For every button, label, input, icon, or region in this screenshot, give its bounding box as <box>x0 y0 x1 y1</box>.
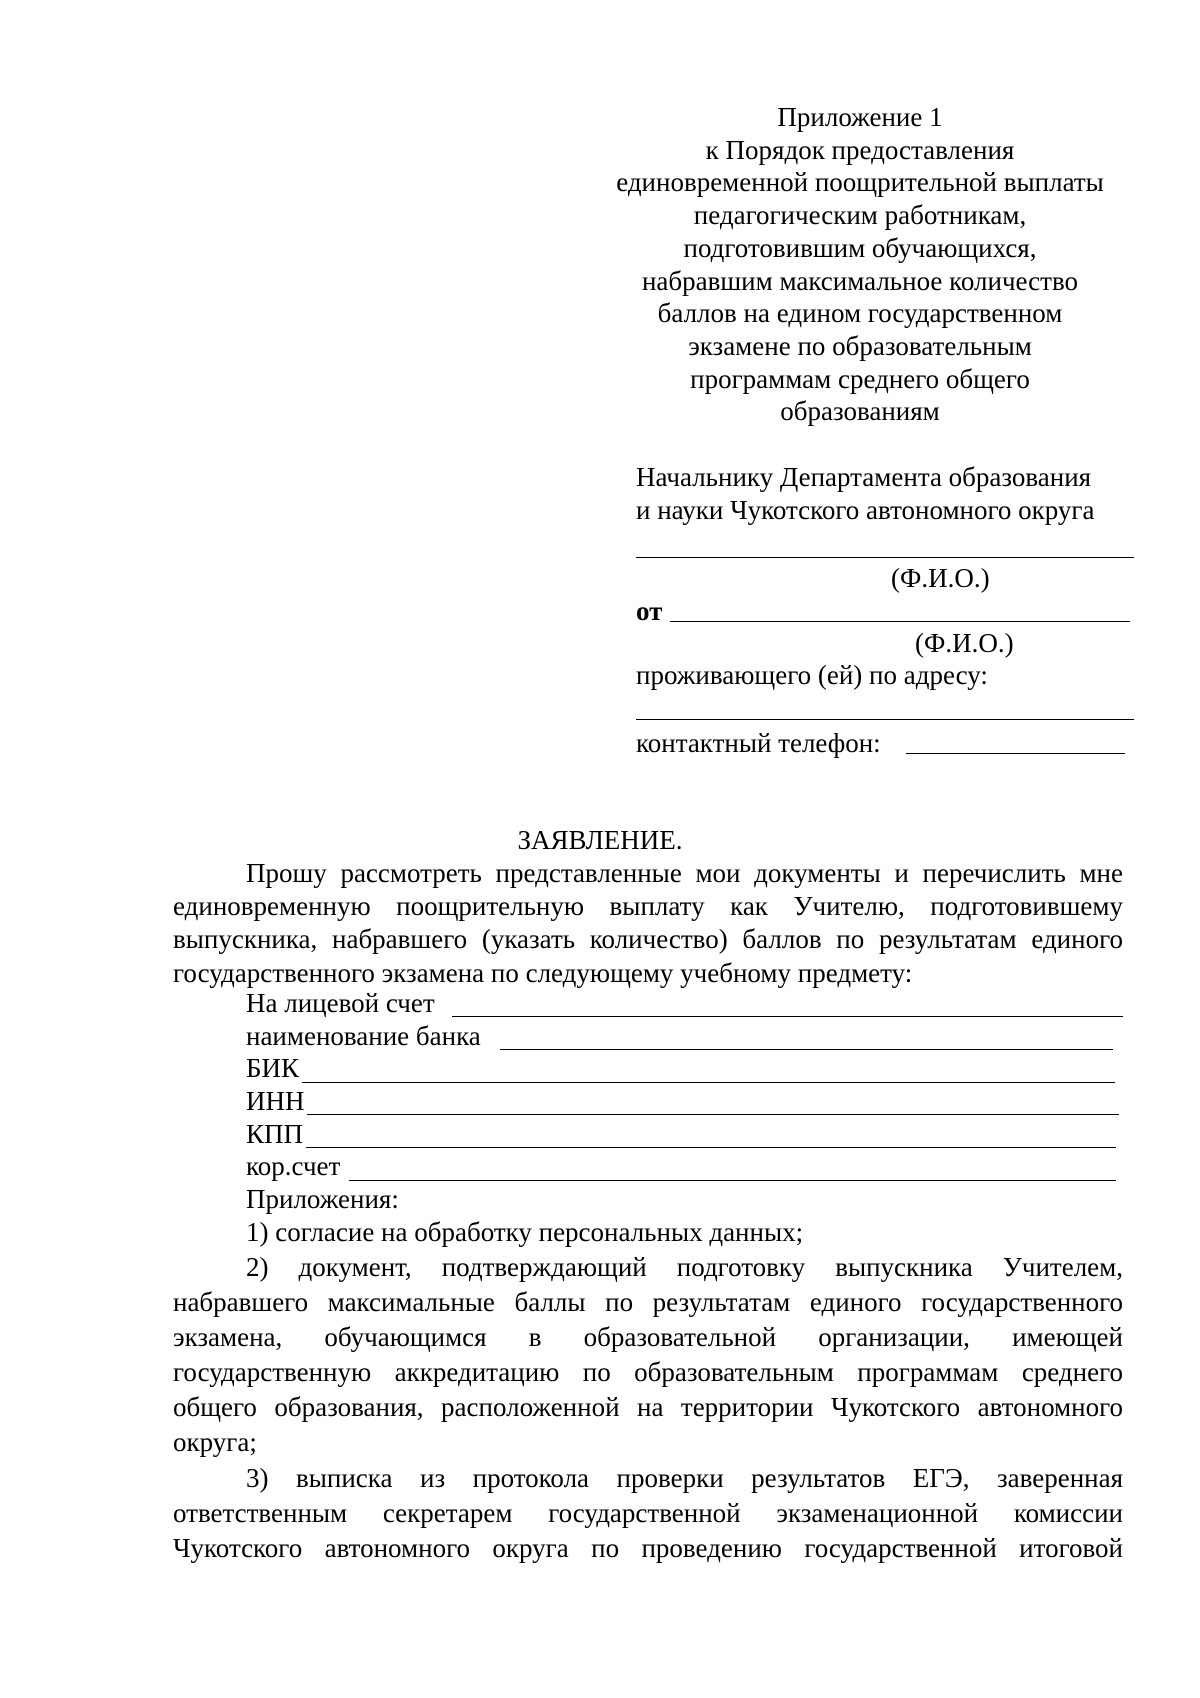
item3-line: Чукотского автономного округа по проведению государственной итоговой <box>173 1533 1123 1563</box>
item2-line: округа; <box>173 1427 257 1457</box>
bik-label: БИК <box>246 1053 300 1083</box>
annex-line: программам среднего общего <box>690 363 1030 394</box>
item2-line: государственную аккредитацию по образовательным программам среднего <box>173 1357 1123 1387</box>
item2-line: общего образования, расположенной на территории Чукотского автономного <box>173 1392 1123 1422</box>
addressee-line-2: и науки Чукотского автономного округа <box>636 495 1095 525</box>
item3-line: 3) выписка из протокола проверки результатов ЕГЭ, заверенная <box>246 1463 1123 1493</box>
annex-line: единовременной поощрительной выплаты <box>616 167 1104 198</box>
item3-line: ответственным секретарем государственной экзаменационной комиссии <box>173 1498 1123 1528</box>
item2-line: 2) документ, подтверждающий подготовку выпускника Учителем, <box>246 1252 1123 1282</box>
item2-line: набравшего максимальные баллы по результатам единого государственного <box>173 1287 1123 1317</box>
annex-line: педагогическим работникам, <box>693 200 1027 231</box>
bik-field-line[interactable] <box>302 1082 1115 1083</box>
annex-line: образованиям <box>780 396 940 427</box>
inn-field-line[interactable] <box>307 1114 1119 1115</box>
item2-line: экзамена, обучающимся в образовательной организации, имеющей <box>173 1322 1123 1352</box>
phone-blank-line[interactable] <box>906 753 1125 754</box>
intro-line: государственного экзамена по следующему учебному предмету: <box>173 957 913 988</box>
attachment-item-1: 1) согласие на обработку персональных данных; <box>246 1217 804 1247</box>
addressee-block <box>636 461 1136 527</box>
bank-label: наименование банка <box>246 1021 481 1051</box>
addressee-line-1: Начальнику Департамента образования <box>636 462 1092 492</box>
kpp-field-line[interactable] <box>306 1147 1116 1148</box>
applicant-name-blank-line[interactable] <box>670 621 1130 622</box>
attachment-item-3 <box>173 1461 1123 1566</box>
account-label: На лицевой счет <box>246 988 435 1018</box>
annex-line: подготовившим обучающихся, <box>683 232 1037 263</box>
annex-line: баллов на едином государственном <box>657 298 1063 329</box>
fio-caption-1: (Ф.И.О.) <box>891 563 990 593</box>
address-blank-line[interactable] <box>636 719 1134 720</box>
annex-line: экзамене по образовательным <box>688 330 1032 361</box>
phone-label: контактный телефон: <box>636 728 881 758</box>
corr-account-field-line[interactable] <box>349 1180 1116 1181</box>
annex-line: набравшим максимальное количество <box>641 265 1079 296</box>
inn-label: ИНН <box>246 1086 305 1116</box>
intro-line: выпускника, набравшего (указать количество) баллов по результатам единого <box>173 924 1123 955</box>
kpp-label: КПП <box>246 1119 304 1149</box>
address-label: проживающего (ей) по адресу: <box>636 660 988 690</box>
attachment-item-2 <box>173 1250 1123 1460</box>
from-label: от <box>636 596 663 626</box>
statement-title: ЗАЯВЛЕНИЕ. <box>517 825 683 855</box>
attachments-label: Приложения: <box>246 1184 399 1214</box>
head-name-blank-line[interactable] <box>636 557 1134 558</box>
account-field-line[interactable] <box>452 1016 1123 1017</box>
bank-field-line[interactable] <box>500 1049 1113 1050</box>
intro-line: Прошу рассмотреть представленные мои документы и перечислить мне <box>246 858 1123 888</box>
annex-header <box>590 101 1130 428</box>
intro-line: единовременную поощрительную выплату как Учителю, подготовившему <box>173 891 1123 922</box>
annex-line: Приложение 1 <box>777 102 943 132</box>
annex-line: к Порядок предоставления <box>705 134 1015 165</box>
statement-intro <box>173 857 1123 990</box>
fio-caption-2: (Ф.И.О.) <box>915 628 1014 658</box>
corr-account-label: кор.счет <box>246 1151 341 1181</box>
